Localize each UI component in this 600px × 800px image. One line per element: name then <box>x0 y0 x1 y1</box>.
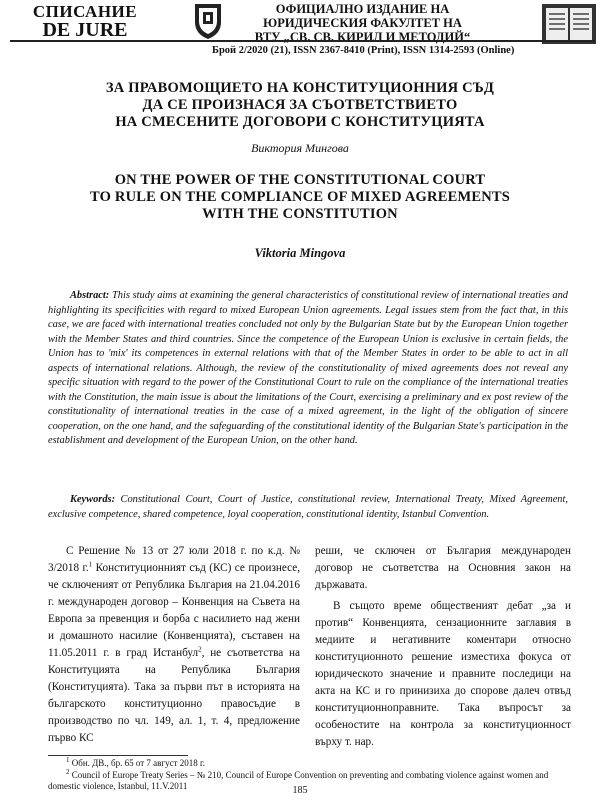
footnote-text: Обн. ДВ., бр. 65 от 7 август 2018 г. <box>69 758 205 768</box>
university-crest-icon <box>192 2 224 40</box>
title-en-line1: ON THE POWER OF THE CONSTITUTIONAL COURT <box>114 172 486 188</box>
page-number: 185 <box>292 785 308 796</box>
title-bg-line3: НА СМЕСЕНИТЕ ДОГОВОРИ С КОНСТИТУЦИЯТА <box>115 114 485 130</box>
title-en-line3: WITH THE CONSTITUTION <box>202 206 398 222</box>
journal-name <box>10 2 160 40</box>
keywords-text: Constitutional Court, Court of Justice, constitutional review, International Treaty, Mixed Agreement, exclusive competence, shared competence, loyal cooperation, constitutional identity, Istanbul Convention. <box>48 494 568 520</box>
publisher-info <box>230 2 495 44</box>
article-title-bg <box>0 80 600 131</box>
journal-name-line2: DE JURE <box>42 19 128 41</box>
footnote-number: 1 <box>66 756 70 764</box>
footnote-number: 2 <box>66 767 70 776</box>
body-text: С Решение № 13 от 27 юли 2018 г. по к.д. № 3/2018 г. <box>48 545 300 574</box>
publisher-line2: ЮРИДИЧЕСКИЯ ФАКУЛТЕТ НА <box>263 16 462 30</box>
author-name-en: Viktoria Mingova <box>254 246 346 260</box>
abstract <box>48 289 568 449</box>
journal-name-line1: СПИСАНИЕ <box>32 2 138 21</box>
article-title-en <box>0 172 600 223</box>
footnote-1 <box>48 758 571 770</box>
title-bg-line2: ДА СЕ ПРОИЗНАСЯ ЗА СЪОТВЕТСТВИЕТО <box>142 97 458 113</box>
body-text: , не съответства на Конституцията на Република България (Конституцията). Така за първи път в историята на българското конституционно правосъдие в производство по чл. 149, ал. 1, т. 4, предложение първо КС <box>48 647 301 744</box>
body-paragraph <box>48 543 300 747</box>
journal-header <box>0 0 600 64</box>
footnote-ref: 1 <box>88 560 93 569</box>
footnote-ref: 2 <box>198 645 202 654</box>
body-column-right <box>315 543 571 751</box>
footnote-text: Council of Europe Treaty Series – № 210, Council of Europe Convention on preventing and combating violence against women and domestic violence, Istanbul, 11.V.2011 <box>48 769 549 791</box>
title-bg-line1: ЗА ПРАВОМОЩИЕТО НА КОНСТИТУЦИОННИЯ СЪД <box>105 80 495 96</box>
body-column-left <box>48 543 300 747</box>
publisher-line1: ОФИЦИАЛНО ИЗДАНИЕ НА <box>275 2 450 16</box>
title-en-line2: TO RULE ON THE COMPLIANCE OF MIXED AGREEMENTS <box>89 189 511 205</box>
author-name-bg: Виктория Мингова <box>251 141 349 155</box>
body-paragraph: В същото време общественият дебат „за и против“ Конвенцията, сензационните заглавия в медиите и негативните коментари относно конституционното решение изместиха фокуса от юридическото значение и правните последици на акта на КС и го принизиха до спорове далеч отвъд конституционноправните. Така въпросът за особеностите на контрола за конституционност върху т. нар. <box>315 600 571 748</box>
keywords <box>48 493 568 522</box>
abstract-label: Abstract: <box>70 290 110 301</box>
body-paragraph: реши, че сключен от България международен договор не съответства на Основния закон на държавата. <box>315 545 571 591</box>
abstract-text: This study aims at examining the general characteristics of constitutional review of international treaties and highlighting its specificities with regard to mixed European Union agreements. Legal issues stem from the fact that, in this case, we are faced with international treaties concluded not only by the Bulgarian State but by the European Union together with the Member States and third countries. Since the competence of the European Union is exclusive in certain fields, the Union has to 'mix' its competences in external relations with that of the Member States in order to be able to act in all aspects of international relations. Although, the review of the constitutionality of mixed agreements does not reveal any specific situation with regard to the power of the Constitutional Court to rule on the compliance of the international treaties with the Constitution, the main issue is about the limitations of the Court, exercising a preliminary and ex post review of the constitutionality of international treaties in the case of a mixed agreement, in the light of the obligation of sincere cooperation, on the one hand, and the safeguarding of the constitutional identity of the Bulgarian State's participation in the establishment and development of the European Union, on the other hand. <box>48 290 568 446</box>
keywords-label: Keywords: <box>70 494 116 505</box>
body-text: Конституционният съд (КС) се произнесе, че сключеният от Република България на 21.04.2016 г. международен договор – Конвенция на Съвета на Европа за превенция и борба с насилието над жени и домашното насилие (Конвенцията), съставен на 11.05.2011 г. в град Истанбул <box>48 562 300 659</box>
publisher-line3: ВТУ „СВ. СВ. КИРИЛ И МЕТОДИЙ“ <box>254 30 471 44</box>
issue-info: Брой 2/2020 (21), ISSN 2367-8410 (Print), ISSN 1314-2593 (Online) <box>212 45 515 56</box>
header-rule <box>10 40 595 42</box>
